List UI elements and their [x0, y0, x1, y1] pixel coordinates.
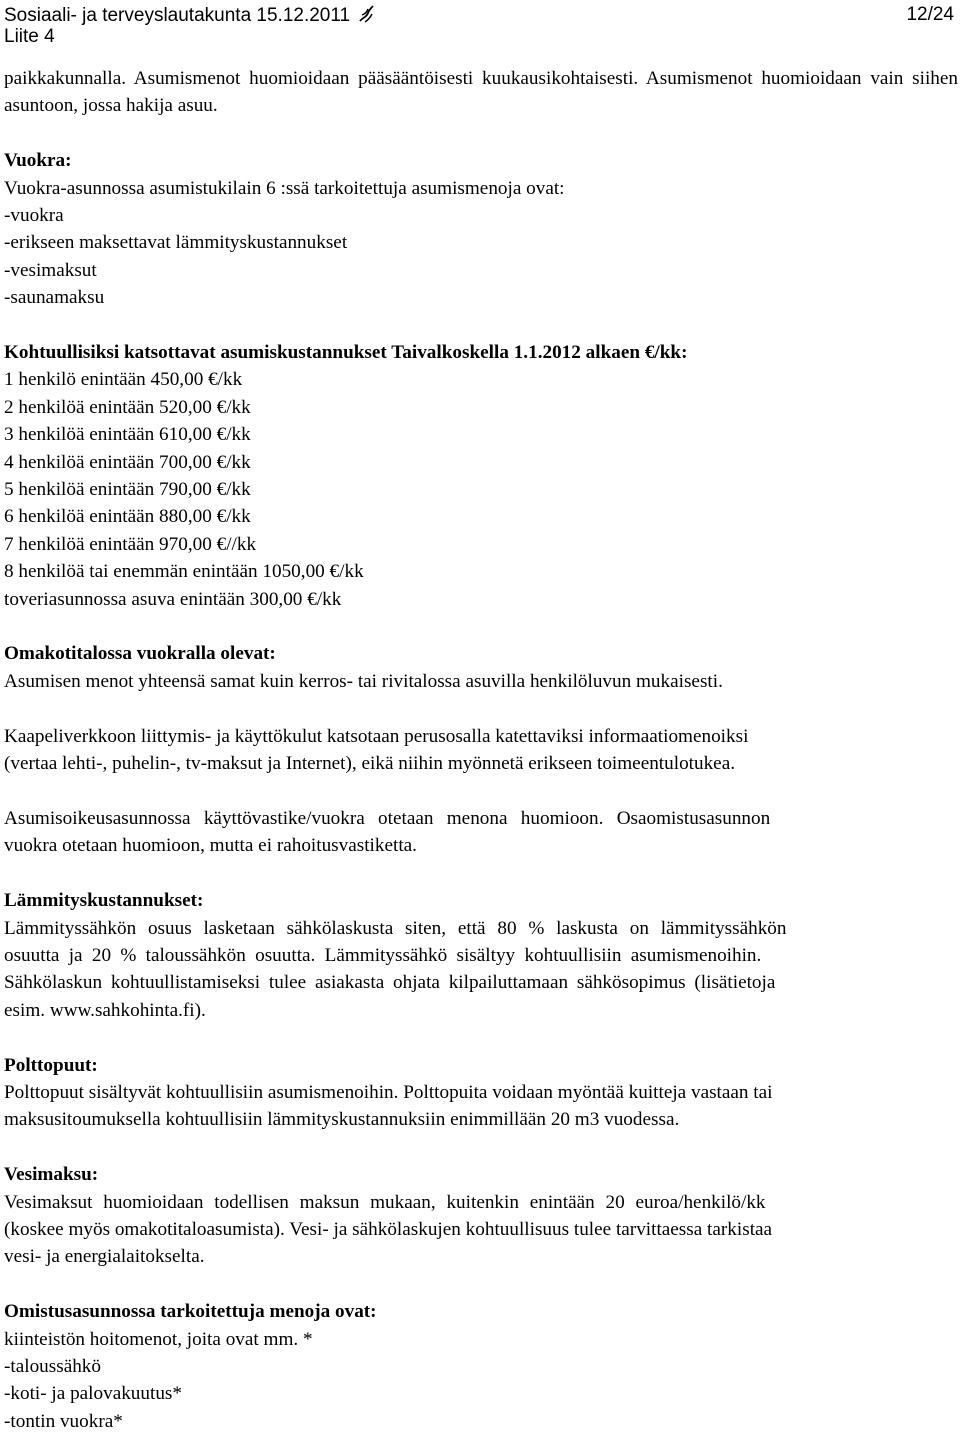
- section-kaapeli: [4, 723, 958, 778]
- document-body: [4, 65, 958, 1435]
- vesimaksu-heading: Vesimaksu:: [4, 1164, 99, 1186]
- header-attachment: Liite 4: [4, 26, 55, 47]
- vesimaksu-line: Vesimaksut huomioidaan todellisen maksun mukaan, kuitenkin enintään 20 euroa/henkilö/kk: [4, 1191, 766, 1213]
- polttopuut-line: maksusitoumuksella kohtuullisiin lämmityskustannuksiin enimmillään 20 m3 vuodessa.: [4, 1109, 680, 1131]
- section-omistus: [4, 1298, 958, 1435]
- kaapeli-line: Kaapeliverkkoon liittymis- ja käyttökulut katsotaan perusosalla katettaviksi informaatiomenoiksi: [4, 725, 749, 747]
- vesimaksu-line: vesi- ja energialaitokselta.: [4, 1246, 205, 1268]
- header-committee-date: Sosiaali- ja terveyslautakunta 15.12.2011: [4, 5, 351, 26]
- vuokra-heading: Vuokra:: [4, 150, 72, 172]
- lammitys-line: Lämmityssähkön osuus lasketaan sähkölaskusta siten, että 80 % laskusta on lämmityssähkön: [4, 917, 787, 939]
- vuokra-lead: Vuokra-asunnossa asumistukilain 6 :ssä tarkoitettuja asumismenoja ovat:: [4, 177, 565, 199]
- omakotitalo-text: Asumisen menot yhteensä samat kuin kerros- tai rivitalossa asuvilla henkilöluvun mukaisesti.: [4, 670, 723, 692]
- list-item: -tontin vuokra*: [4, 1410, 123, 1432]
- intro-paragraph: paikkakunnalla. Asumismenot huomioidaan pääsääntöisesti kuukausikohtaisesti. Asumismenot huomioidaan vain siihen asuntoon, jossa hakija asuu.: [4, 68, 958, 117]
- kaapeli-line: (vertaa lehti-, puhelin-, tv-maksut ja Internet), eikä niihin myönnetä erikseen toimeentulotukea.: [4, 753, 736, 775]
- section-vuokra: [4, 147, 958, 311]
- section-asumisoikeus: [4, 805, 958, 860]
- kohtuulliset-heading: Kohtuullisiksi katsottavat asumiskustannukset Taivalkoskella 1.1.2012 alkaen €/kk:: [4, 342, 688, 364]
- list-item: -saunamaksu: [4, 287, 105, 309]
- list-item: 5 henkilöä enintään 790,00 €/kk: [4, 479, 251, 501]
- list-item: toveriasunnossa asuva enintään 300,00 €/kk: [4, 588, 342, 610]
- omistus-heading: Omistusasunnossa tarkoitettuja menoja ovat:: [4, 1301, 377, 1323]
- header-left: [4, 4, 378, 47]
- polttopuut-heading: Polttopuut:: [4, 1054, 98, 1076]
- list-item: 6 henkilöä enintään 880,00 €/kk: [4, 506, 251, 528]
- lammitys-line: osuutta ja 20 % taloussähkön osuutta. Lämmityssähkö sisältyy kohtuullisiin asumismenoihin.: [4, 944, 762, 966]
- omakotitalo-heading: Omakotitalossa vuokralla olevat:: [4, 643, 276, 665]
- header-page-number: 12/24: [906, 4, 954, 25]
- list-item: 1 henkilö enintään 450,00 €/kk: [4, 369, 243, 391]
- section-kohtuulliset: [4, 339, 958, 613]
- list-item: -erikseen maksettavat lämmityskustannukset: [4, 232, 348, 254]
- asumisoikeus-line: vuokra otetaan huomioon, mutta ei rahoitusvastiketta.: [4, 835, 417, 857]
- asumisoikeus-line: Asumisoikeusasunnossa käyttövastike/vuokra otetaan menona huomioon. Osaomistusasunnon: [4, 807, 771, 829]
- vesimaksu-line: (koskee myös omakotitaloasumista). Vesi- ja sähkölaskujen kohtuullisuus tulee tarvittaessa tarkistaa: [4, 1218, 773, 1240]
- flourish-icon: [356, 4, 376, 24]
- list-item: 8 henkilöä tai enemmän enintään 1050,00 €/kk: [4, 561, 364, 583]
- list-item: kiinteistön hoitomenot, joita ovat mm. *: [4, 1328, 313, 1350]
- list-item: -vuokra: [4, 205, 64, 227]
- list-item: 7 henkilöä enintään 970,00 €//kk: [4, 533, 257, 555]
- lammitys-heading: Lämmityskustannukset:: [4, 890, 204, 912]
- polttopuut-line: Polttopuut sisältyvät kohtuullisiin asumismenoihin. Polttopuita voidaan myöntää kuitteja vastaan tai: [4, 1081, 773, 1103]
- list-item: -vesimaksut: [4, 259, 97, 281]
- list-item: 4 henkilöä enintään 700,00 €/kk: [4, 451, 251, 473]
- section-lammitys: [4, 887, 958, 1024]
- section-omakotitalo: [4, 640, 958, 695]
- list-item: -koti- ja palovakuutus*: [4, 1383, 182, 1405]
- lammitys-line: esim. www.sahkohinta.fi).: [4, 999, 206, 1021]
- document-page: [4, 0, 956, 1432]
- list-item: 3 henkilöä enintään 610,00 €/kk: [4, 424, 251, 446]
- section-polttopuut: [4, 1052, 958, 1134]
- list-item: 2 henkilöä enintään 520,00 €/kk: [4, 396, 251, 418]
- lammitys-line: Sähkölaskun kohtuullistamiseksi tulee asiakasta ohjata kilpailuttamaan sähkösopimus (lisätietoja: [4, 972, 776, 994]
- list-item: -taloussähkö: [4, 1355, 101, 1377]
- section-vesimaksu: [4, 1161, 958, 1271]
